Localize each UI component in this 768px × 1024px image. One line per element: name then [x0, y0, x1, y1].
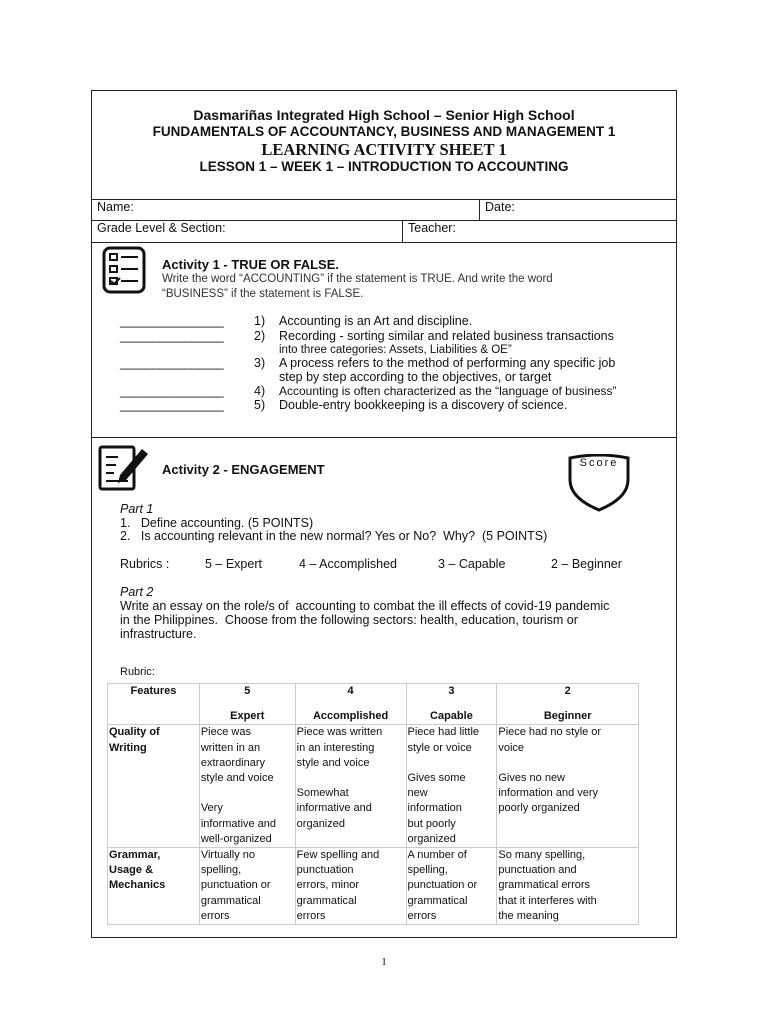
criteria-cell: Piece was written in an extraordinary style and voice Very informative and well-organized	[199, 725, 295, 848]
part2-instruction-3: infrastructure.	[120, 627, 197, 641]
item-number: 2)	[254, 329, 266, 343]
header-features: Features	[108, 684, 200, 725]
header-level	[199, 684, 295, 725]
item-number: 5)	[254, 398, 266, 412]
criteria-cell: Virtually no spelling, punctuation or grammatical errors	[199, 848, 295, 925]
item-number: 1)	[254, 314, 266, 328]
teacher-label: Teacher:	[408, 221, 456, 235]
rubric-level: 2 – Beginner	[551, 557, 622, 571]
rubric-caption: Rubric:	[120, 666, 155, 678]
answer-blank[interactable]: ________________	[120, 398, 224, 412]
page-number: 1	[381, 956, 387, 968]
criteria-cell: Piece had little style or voice Gives some new information but poorly organized	[406, 725, 497, 848]
table-row	[108, 848, 639, 925]
table-row	[108, 725, 639, 848]
divider	[479, 199, 480, 220]
level-name: Capable	[430, 710, 473, 723]
part2-instruction-2: in the Philippines. Choose from the following sectors: health, education, tourism or	[120, 613, 578, 627]
feature-cell: Grammar, Usage & Mechanics	[108, 848, 200, 925]
activity1-instruction-2: “BUSINESS” if the statement is FALSE.	[162, 288, 364, 300]
item-statement: Double-entry bookkeeping is a discovery of science.	[279, 398, 568, 412]
lesson-title: LESSON 1 – WEEK 1 – INTRODUCTION TO ACCOUNTING	[199, 159, 569, 174]
level-score: 4	[347, 685, 354, 697]
edit-document-icon	[98, 443, 152, 498]
answer-blank[interactable]: ________________	[120, 314, 224, 328]
criteria-cell: Piece was written in an interesting style and voice Somewhat informative and organized	[295, 725, 406, 848]
level-score: 5	[244, 685, 251, 697]
header-level	[497, 684, 639, 725]
sheet-title: LEARNING ACTIVITY SHEET 1	[261, 140, 507, 159]
feature-cell: Quality of Writing	[108, 725, 200, 848]
divider	[402, 220, 403, 242]
subject-title: FUNDAMENTALS OF ACCOUNTANCY, BUSINESS AND MANAGEMENT 1	[152, 124, 616, 139]
part2-instruction-1: Write an essay on the role/s of accounting to combat the ill effects of covid-19 pandemic	[120, 599, 610, 613]
criteria-cell: Piece had no style or voice Gives no new information and very poorly organized	[497, 725, 639, 848]
level-score: 2	[564, 685, 571, 697]
divider	[91, 437, 677, 438]
divider	[91, 199, 677, 200]
level-name: Beginner	[543, 710, 592, 723]
activity2-title: Activity 2 - ENGAGEMENT	[162, 462, 325, 477]
score-label: Score	[579, 457, 619, 469]
rubric-table	[107, 683, 639, 925]
item-statement: Accounting is often characterized as the “language of business”	[279, 384, 617, 398]
header-level	[406, 684, 497, 725]
part2-label: Part 2	[120, 585, 154, 599]
date-label: Date:	[485, 200, 515, 214]
item-statement: Accounting is an Art and discipline.	[279, 314, 473, 328]
grade-section-label: Grade Level & Section:	[97, 221, 226, 235]
answer-blank[interactable]: ________________	[120, 329, 224, 343]
item-number: 4)	[254, 384, 266, 398]
item-number: 3)	[254, 356, 266, 370]
part1-question-2: 2. Is accounting relevant in the new normal? Yes or No? Why? (5 POINTS)	[120, 529, 548, 543]
criteria-cell: Few spelling and punctuation errors, minor grammatical errors	[295, 848, 406, 925]
level-name: Accomplished	[312, 710, 389, 723]
rubric-header-row	[108, 684, 639, 725]
answer-blank[interactable]: ________________	[120, 384, 224, 398]
rubric-level: 3 – Capable	[438, 557, 506, 571]
name-label: Name:	[97, 200, 134, 214]
answer-blank[interactable]: ________________	[120, 356, 224, 370]
item-statement: Recording - sorting similar and related business transactions	[279, 329, 614, 343]
school-name: Dasmariñas Integrated High School – Senior High School	[193, 107, 575, 123]
part1-question-1: 1. Define accounting. (5 POINTS)	[120, 516, 314, 530]
rubrics-label: Rubrics :	[120, 557, 170, 571]
level-score: 3	[448, 685, 455, 697]
activity1-instruction-1: Write the word “ACCOUNTING” if the statement is TRUE. And write the word	[162, 273, 553, 285]
checklist-icon	[100, 246, 148, 299]
rubric-level: 5 – Expert	[205, 557, 262, 571]
criteria-cell: A number of spelling, punctuation or grammatical errors	[406, 848, 497, 925]
header-level	[295, 684, 406, 725]
level-name: Expert	[230, 710, 265, 723]
item-statement: A process refers to the method of performing any specific job	[279, 356, 616, 370]
criteria-cell: So many spelling, punctuation and grammatical errors that it interferes with the meaning	[497, 848, 639, 925]
item-statement-cont: step by step according to the objectives, or target	[279, 370, 552, 384]
item-statement-cont: into three categories: Assets, Liabilities & OE”	[279, 344, 512, 356]
divider	[91, 242, 677, 243]
activity1-title: Activity 1 - TRUE OR FALSE.	[162, 257, 339, 272]
part1-label: Part 1	[120, 502, 154, 516]
rubric-level: 4 – Accomplished	[299, 557, 397, 571]
